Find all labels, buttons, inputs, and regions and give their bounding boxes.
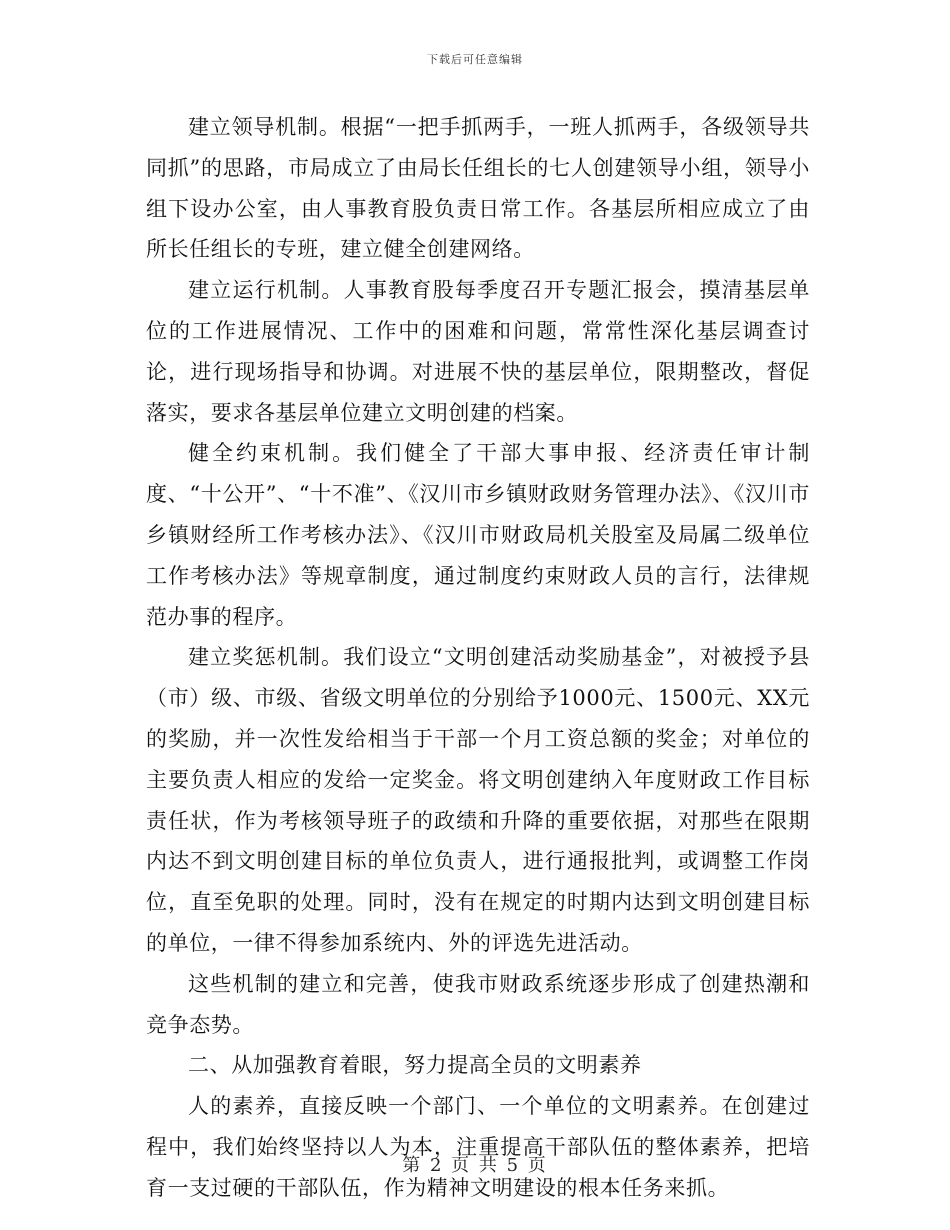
paragraph-operation-mechanism: 建立运行机制。人事教育股每季度召开专题汇报会，摸清基层单位的工作进展情况、工作中的困难和问题，常常性深化基层调查讨论，进行现场指导和协调。对进展不快的基层单位，限期整改，督促落实，要求各基层单位建立文明创建的档案。 [146, 278, 810, 425]
page-number-footer: 第 2 页 共 5 页 [402, 1155, 548, 1176]
paragraph-constraint-mechanism: 健全约束机制。我们健全了干部大事申报、经济责任审计制度、“十公开”、“十不准”、《汉川市乡镇财政财务管理办法》、《汉川市乡镇财经所工作考核办法》、《汉川市财政局机关股室及局属二级单位工作考核办法》等规章制度，通过制度约束财政人员的言行，法律规范办事的程序。 [146, 441, 810, 629]
document-body [146, 107, 810, 1209]
paragraph-summary: 这些机制的建立和完善，使我市财政系统逐步形成了创建热潮和竞争态势。 [146, 971, 810, 1037]
paragraph-reward-mechanism: 建立奖惩机制。我们设立“文明创建活动奖励基金”，对被授予县（市）级、市级、省级文明单位的分别给予1000元、1500元、XX元的奖励，并一次性发给相当于干部一个月工资总额的奖金；对单位的主要负责人相应的发给一定奖金。将文明创建纳入年度财政工作目标责任状，作为考核领导班子的政绩和升降的重要依据，对那些在限期内达不到文明创建目标的单位负责人，进行通报批判，或调整工作岗位，直至免职的处理。同时，没有在规定的时期内达到文明创建目标的单位，一律不得参加系统内、外的评选先进活动。 [146, 645, 810, 955]
page-header-note: 下载后可任意编辑 [427, 53, 523, 66]
section-heading-education: 二、从加强教育着眼，努力提高全员的文明素养 [188, 1053, 642, 1078]
paragraph-education-intro: 人的素养，直接反映一个部门、一个单位的文明素养。在创建过程中，我们始终坚持以人为本，注重提高干部队伍的整体素养，把培育一支过硬的干部队伍，作为精神文明建设的根本任务来抓。 [146, 1094, 810, 1200]
paragraph-leadership-mechanism: 建立领导机制。根据“一把手抓两手，一班人抓两手，各级领导共同抓”的思路，市局成立了由局长任组长的七人创建领导小组，领导小组下设办公室，由人事教育股负责日常工作。各基层所相应成立了由所长任组长的专班，建立健全创建网络。 [146, 115, 810, 262]
